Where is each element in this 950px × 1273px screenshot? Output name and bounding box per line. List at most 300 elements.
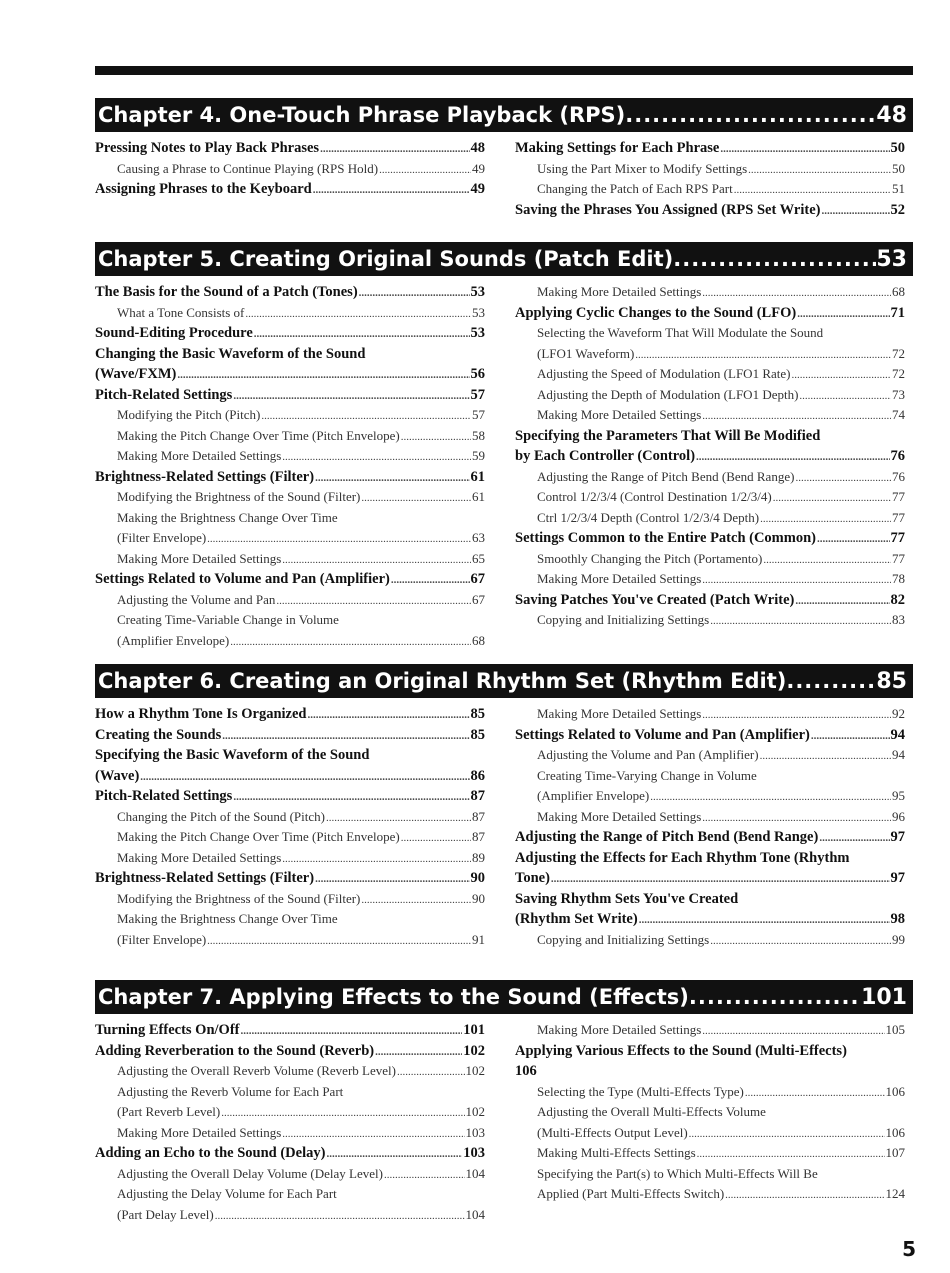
entry-page-number: 85 (470, 726, 485, 743)
entry-title: Creating the Sounds (95, 726, 222, 743)
dot-leader (397, 1062, 465, 1082)
chapter-title: Chapter 4. One-Touch Phrase Playback (RPS) (98, 103, 626, 127)
dot-leader (245, 304, 471, 324)
entry-page-number: 52 (890, 201, 905, 218)
entry-page-number: 63 (472, 530, 485, 545)
entry-title: Making More Detailed Settings (537, 571, 702, 586)
toc-entry[interactable] (515, 323, 905, 344)
entry-title: (Filter Envelope) (117, 530, 207, 545)
dot-leader (734, 180, 891, 200)
toc-entry[interactable] (95, 610, 485, 631)
entry-title: Pitch-Related Settings (95, 788, 233, 804)
page-number: 5 (902, 1237, 916, 1261)
entry-page-number: 96 (892, 808, 905, 824)
chapter-title: Chapter 7. Applying Effects to the Sound (Effects) (98, 985, 689, 1009)
toc-entry[interactable] (95, 159, 485, 180)
left-column (95, 138, 485, 220)
toc-entry[interactable] (95, 1082, 485, 1103)
left-column (95, 1020, 485, 1225)
toc-entry[interactable] (95, 405, 485, 426)
toc-entry[interactable] (95, 1123, 485, 1144)
entry-title: Adjusting the Range of Pitch Bend (Bend Range) (515, 829, 819, 845)
toc-entry[interactable] (95, 868, 485, 889)
dot-leader (401, 828, 471, 848)
toc-entry[interactable] (515, 786, 905, 807)
entry-page-number: 50 (892, 160, 905, 176)
chapter-heading[interactable] (95, 98, 913, 132)
entry-title: (LFO1 Waveform) (537, 345, 635, 361)
entry-title: Making More Detailed Settings (537, 1022, 702, 1037)
dot-leader (817, 529, 890, 549)
right-column (515, 704, 905, 950)
dot-leader (799, 386, 891, 406)
entry-page-number: 124 (885, 1186, 905, 1201)
toc-entry[interactable] (95, 487, 485, 508)
entry-title: Changing the Patch of Each RPS Part (537, 181, 733, 196)
entry-page-number: 77 (890, 530, 905, 546)
dot-leader (315, 869, 469, 889)
dot-leader (821, 201, 889, 221)
entry-page-number: 103 (463, 1145, 485, 1161)
toc-entry[interactable] (515, 159, 905, 180)
dot-leader (222, 726, 469, 746)
entry-title: Saving Rhythm Sets You've Created (515, 890, 739, 907)
entry-page-number: 107 (885, 1145, 905, 1160)
dot-leader (811, 726, 890, 746)
entry-title: Adjusting the Delay Volume for Each Part (117, 1186, 337, 1201)
toc-entry[interactable] (515, 868, 905, 889)
entry-title: Pressing Notes to Play Back Phrases (95, 140, 320, 156)
entry-page-number: 106 (885, 1083, 905, 1099)
dot-leader (315, 468, 469, 488)
entry-title: Making More Detailed Settings (537, 808, 702, 824)
dot-leader (391, 570, 470, 590)
entry-page-number: 73 (892, 386, 905, 402)
toc-entry[interactable] (515, 807, 905, 828)
toc-entry[interactable] (515, 549, 905, 570)
toc-entry[interactable] (95, 282, 485, 303)
toc-entry[interactable] (95, 467, 485, 488)
chapter-title: Chapter 6. Creating an Original Rhythm Set (Rhythm Edit) (98, 669, 787, 693)
entry-page-number: 78 (892, 571, 905, 586)
entry-page-number: 74 (892, 407, 905, 422)
toc-entry[interactable] (515, 344, 905, 365)
toc-entry[interactable] (95, 179, 485, 200)
toc-entry[interactable] (95, 1061, 485, 1082)
entry-page-number: 99 (892, 931, 905, 947)
entry-page-number: 101 (463, 1022, 485, 1038)
entry-page-number: 77 (892, 489, 905, 504)
toc-entry[interactable] (95, 807, 485, 828)
toc-entry[interactable] (95, 528, 485, 549)
dot-leader (282, 1124, 464, 1144)
entry-title: Adjusting the Reverb Volume for Each Part (117, 1083, 344, 1099)
entry-title: Making Multi-Effects Settings (537, 1145, 696, 1160)
entry-title: by Each Controller (Control) (515, 448, 696, 464)
entry-page-number: 61 (470, 468, 485, 485)
entry-page-number: 82 (890, 591, 905, 608)
entry-title: Adjusting the Overall Delay Volume (Delay Level) (117, 1165, 383, 1181)
entry-title: Making the Brightness Change Over Time (117, 911, 338, 926)
dot-leader (313, 180, 470, 200)
top-rule (95, 66, 913, 75)
entry-title: Specifying the Basic Waveform of the Sound (95, 747, 370, 763)
entry-page-number: 48 (470, 140, 485, 156)
entry-page-number: 90 (472, 890, 485, 906)
dot-leader (233, 386, 469, 406)
entry-title: Selecting the Waveform That Will Modulate the Sound (537, 325, 824, 340)
toc-entry[interactable] (515, 1123, 905, 1144)
entry-page-number: 105 (885, 1022, 905, 1037)
entry-page-number: 53 (470, 325, 485, 341)
toc-entry[interactable] (515, 282, 905, 303)
toc-entry[interactable] (95, 766, 485, 787)
entry-page-number: 87 (470, 788, 485, 804)
toc-entry[interactable] (95, 364, 485, 385)
dot-leader (763, 550, 891, 570)
entry-title: Assigning Phrases to the Keyboard (95, 181, 312, 197)
entry-page-number: 71 (890, 304, 905, 321)
toc-entry[interactable] (515, 704, 905, 725)
entry-title: 106 (515, 1063, 537, 1079)
toc-entry[interactable] (95, 1143, 485, 1164)
entry-title: Settings Related to Volume and Pan (Amplifier) (515, 726, 810, 743)
dot-leader (276, 591, 471, 611)
left-column (95, 282, 485, 651)
entry-title: Applied (Part Multi-Effects Switch) (537, 1186, 725, 1201)
toc-entry[interactable] (95, 1164, 485, 1185)
entry-title: Adjusting the Range of Pitch Bend (Bend Range) (537, 468, 795, 484)
dot-leader (326, 808, 471, 828)
dot-leader (702, 705, 891, 725)
toc-entry[interactable] (95, 745, 485, 766)
entry-page-number: 102 (463, 1042, 485, 1059)
toc-entry[interactable] (95, 827, 485, 848)
entry-title: Settings Related to Volume and Pan (Amplifier) (95, 571, 390, 587)
toc-entry[interactable] (515, 426, 905, 447)
entry-page-number: 68 (472, 632, 485, 648)
entry-page-number: 58 (472, 427, 485, 443)
dot-leader (710, 611, 891, 631)
dot-leader (795, 468, 891, 488)
entry-title: Making More Detailed Settings (117, 849, 282, 865)
dot-leader (791, 365, 891, 385)
toc-entry[interactable] (95, 303, 485, 324)
entry-page-number: 92 (892, 706, 905, 721)
dot-leader (401, 427, 471, 447)
toc-entry[interactable] (95, 508, 485, 529)
entry-title: Brightness-Related Settings (Filter) (95, 870, 315, 886)
toc-entry[interactable] (515, 766, 905, 787)
toc-entry[interactable] (515, 1020, 905, 1041)
entry-page-number: 95 (892, 788, 905, 803)
entry-page-number: 97 (890, 829, 905, 845)
entry-page-number: 76 (890, 448, 905, 464)
toc-entry[interactable] (95, 1184, 485, 1205)
chapter-page-number: 101 (861, 984, 907, 1010)
entry-page-number: 59 (472, 448, 485, 463)
dot-leader (720, 139, 889, 159)
toc-entry[interactable] (95, 569, 485, 590)
chapter-page-number: 53 (876, 246, 907, 272)
toc-entry[interactable] (515, 467, 905, 488)
chapter-heading[interactable] (95, 980, 913, 1014)
dot-leader (773, 488, 891, 508)
toc-entry[interactable] (515, 179, 905, 200)
entry-title: Changing the Basic Waveform of the Sound (95, 345, 366, 362)
toc-entry[interactable] (515, 725, 905, 746)
toc-entry[interactable] (515, 1184, 905, 1205)
toc-entry[interactable] (515, 528, 905, 549)
entry-title: Selecting the Type (Multi-Effects Type) (537, 1083, 744, 1099)
dot-leader (625, 103, 876, 127)
toc-entry[interactable] (95, 725, 485, 746)
toc-entry[interactable] (95, 930, 485, 951)
dot-leader (215, 1206, 465, 1226)
dot-leader (786, 669, 876, 693)
dot-leader (282, 550, 471, 570)
entry-title: (Rhythm Set Write) (515, 911, 638, 927)
toc-entry[interactable] (95, 909, 485, 930)
toc-entry[interactable] (515, 364, 905, 385)
toc-entry[interactable] (515, 1102, 905, 1123)
dot-leader (745, 1083, 885, 1103)
toc-entry[interactable] (95, 344, 485, 365)
chapter-section (95, 664, 913, 950)
chapter-page-number: 48 (876, 102, 907, 128)
toc-entry[interactable] (515, 1164, 905, 1185)
toc-entry[interactable] (515, 200, 905, 221)
dot-leader (379, 160, 471, 180)
toc-entry[interactable] (515, 405, 905, 426)
entry-title: Adding an Echo to the Sound (Delay) (95, 1145, 326, 1161)
chapter-title: Chapter 5. Creating Original Sounds (Patch Edit) (98, 247, 674, 271)
entry-title: Copying and Initializing Settings (537, 931, 710, 947)
entry-page-number: 67 (472, 591, 485, 607)
dot-leader (795, 591, 889, 611)
toc-entry[interactable] (515, 1041, 905, 1062)
dot-leader (725, 1185, 884, 1205)
toc-entry[interactable] (515, 827, 905, 848)
entry-title: (Part Delay Level) (117, 1206, 214, 1222)
entry-page-number: 57 (472, 407, 485, 422)
entry-page-number: 106 (885, 1124, 905, 1140)
dot-leader (760, 509, 891, 529)
dot-leader (697, 1144, 885, 1164)
toc-entry[interactable] (95, 385, 485, 406)
entry-title: Modifying the Brightness of the Sound (Filter) (117, 890, 361, 906)
entry-title: Smoothly Changing the Pitch (Portamento) (537, 550, 763, 566)
entry-title: Saving the Phrases You Assigned (RPS Set Write) (515, 201, 821, 218)
dot-leader (221, 1103, 464, 1123)
dot-leader (797, 304, 889, 324)
toc-entry[interactable] (95, 1041, 485, 1062)
toc-entry[interactable] (95, 1020, 485, 1041)
dot-leader (177, 365, 469, 385)
toc-entry[interactable] (515, 446, 905, 467)
entry-title: Making More Detailed Settings (537, 407, 702, 422)
toc-entry[interactable] (95, 631, 485, 652)
toc-entry[interactable] (95, 426, 485, 447)
toc-entry[interactable] (515, 610, 905, 631)
entry-page-number: 53 (470, 284, 485, 300)
entry-title: (Filter Envelope) (117, 931, 207, 947)
entry-title: Adjusting the Depth of Modulation (LFO1 Depth) (537, 386, 799, 402)
entry-title: Settings Common to the Entire Patch (Common) (515, 530, 816, 546)
dot-leader (326, 1144, 462, 1164)
entry-title: Adjusting the Volume and Pan (Amplifier) (537, 747, 759, 762)
dot-leader (254, 324, 470, 344)
dot-leader (230, 632, 471, 652)
entry-title: (Wave/FXM) (95, 366, 177, 382)
entry-title: Making the Pitch Change Over Time (Pitch Envelope) (117, 829, 400, 844)
dot-leader (207, 529, 471, 549)
entry-title: Changing the Pitch of the Sound (Pitch) (117, 808, 325, 824)
entry-title: Saving Patches You've Created (Patch Write) (515, 591, 795, 608)
chapter-heading[interactable] (95, 664, 913, 698)
entry-page-number: 57 (470, 386, 485, 403)
right-column (515, 1020, 905, 1225)
dot-leader (696, 447, 889, 467)
toc-entry[interactable] (95, 1205, 485, 1226)
entry-page-number: 65 (472, 550, 485, 566)
entry-page-number: 91 (472, 931, 485, 947)
toc-entry[interactable] (95, 1102, 485, 1123)
entry-page-number: 87 (472, 808, 485, 824)
entry-title: Making Settings for Each Phrase (515, 140, 720, 156)
entry-page-number: 72 (892, 345, 905, 361)
entry-title: Brightness-Related Settings (Filter) (95, 468, 315, 485)
entry-page-number: 89 (472, 849, 485, 865)
entry-page-number: 104 (465, 1165, 485, 1181)
dot-leader (819, 828, 889, 848)
dot-leader (702, 406, 891, 426)
entry-title: What a Tone Consists of (117, 304, 245, 320)
toc-entry[interactable] (515, 1061, 905, 1082)
entry-title: Adjusting the Speed of Modulation (LFO1 Rate) (537, 366, 791, 381)
entry-title: Making More Detailed Settings (117, 448, 282, 463)
entry-title: Adjusting the Volume and Pan (117, 591, 276, 607)
entry-title: Making More Detailed Settings (117, 1124, 282, 1140)
toc-entry[interactable] (95, 786, 485, 807)
toc-entry[interactable] (515, 385, 905, 406)
chapter-page-number: 85 (876, 668, 907, 694)
chapter-section (95, 242, 913, 651)
toc-entry[interactable] (515, 745, 905, 766)
dot-leader (673, 247, 876, 271)
entry-title: Ctrl 1/2/3/4 Depth (Control 1/2/3/4 Depth) (537, 509, 760, 525)
toc-entry[interactable] (515, 1082, 905, 1103)
entry-page-number: 102 (465, 1104, 485, 1119)
entry-title: Making More Detailed Settings (537, 284, 702, 299)
dot-leader (689, 985, 861, 1009)
entry-page-number: 56 (470, 366, 485, 382)
entry-title: Modifying the Brightness of the Sound (Filter) (117, 489, 361, 504)
toc-entry[interactable] (515, 848, 905, 869)
dot-leader (760, 746, 891, 766)
entry-page-number: 83 (892, 612, 905, 627)
entry-title: Turning Effects On/Off (95, 1022, 240, 1038)
toc-entry[interactable] (515, 889, 905, 910)
entry-title: Control 1/2/3/4 (Control Destination 1/2/3/4) (537, 489, 772, 504)
entry-page-number: 102 (465, 1063, 485, 1078)
entry-page-number: 67 (470, 571, 485, 587)
dot-leader (282, 447, 471, 467)
left-column (95, 704, 485, 950)
dot-leader (702, 1021, 884, 1041)
entry-page-number: 104 (465, 1206, 485, 1222)
dot-leader (207, 931, 471, 951)
right-column (515, 282, 905, 651)
entry-title: Making the Brightness Change Over Time (117, 509, 338, 525)
toc-entry[interactable] (515, 138, 905, 159)
entry-title: Applying Various Effects to the Sound (Multi-Effects) (515, 1042, 847, 1059)
dot-leader (635, 345, 891, 365)
toc-entry[interactable] (95, 590, 485, 611)
toc-entry[interactable] (95, 549, 485, 570)
chapter-heading[interactable] (95, 242, 913, 276)
toc-entry[interactable] (515, 569, 905, 590)
entry-page-number: 50 (890, 140, 905, 156)
toc-entry[interactable] (95, 889, 485, 910)
entry-page-number: 53 (472, 304, 485, 320)
dot-leader (308, 705, 470, 725)
toc-entry[interactable] (515, 303, 905, 324)
entry-page-number: 86 (470, 767, 485, 784)
toc-entry[interactable] (95, 323, 485, 344)
toc-entry[interactable] (95, 446, 485, 467)
entry-page-number: 49 (472, 160, 485, 176)
dot-leader (702, 283, 891, 303)
entry-page-number: 72 (892, 366, 905, 381)
entry-title: (Wave) (95, 767, 140, 784)
dot-leader (748, 160, 891, 180)
entry-title: Adjusting the Overall Reverb Volume (Reverb Level) (117, 1063, 396, 1078)
dot-leader (375, 1042, 462, 1062)
toc-entry[interactable] (515, 1143, 905, 1164)
entry-title: The Basis for the Sound of a Patch (Tones) (95, 284, 358, 300)
entry-title: Causing a Phrase to Continue Playing (RPS Hold) (117, 160, 379, 176)
toc-entry[interactable] (515, 909, 905, 930)
toc-entry[interactable] (515, 590, 905, 611)
dot-leader (710, 931, 891, 951)
entry-title: (Part Reverb Level) (117, 1104, 221, 1119)
toc-entry[interactable] (515, 930, 905, 951)
dot-leader (702, 570, 891, 590)
toc-entry[interactable] (95, 704, 485, 725)
entry-title: Pitch-Related Settings (95, 386, 233, 403)
dot-leader (233, 787, 469, 807)
entry-page-number: 97 (890, 870, 905, 886)
chapter-section (95, 980, 913, 1225)
dot-leader (359, 283, 470, 303)
entry-title: Creating Time-Variable Change in Volume (117, 612, 339, 627)
dot-leader (551, 869, 890, 889)
dot-leader (361, 890, 471, 910)
entry-title: Copying and Initializing Settings (537, 612, 710, 627)
dot-leader (384, 1165, 465, 1185)
toc-entry[interactable] (515, 508, 905, 529)
entry-title: Making More Detailed Settings (117, 550, 282, 566)
toc-entry[interactable] (95, 138, 485, 159)
dot-leader (320, 139, 469, 159)
toc-entry[interactable] (515, 487, 905, 508)
entry-title: (Amplifier Envelope) (117, 632, 230, 648)
toc-entry[interactable] (95, 848, 485, 869)
entry-page-number: 49 (470, 181, 485, 197)
entry-title: Creating Time-Varying Change in Volume (537, 767, 757, 783)
entry-title: (Amplifier Envelope) (537, 788, 650, 803)
